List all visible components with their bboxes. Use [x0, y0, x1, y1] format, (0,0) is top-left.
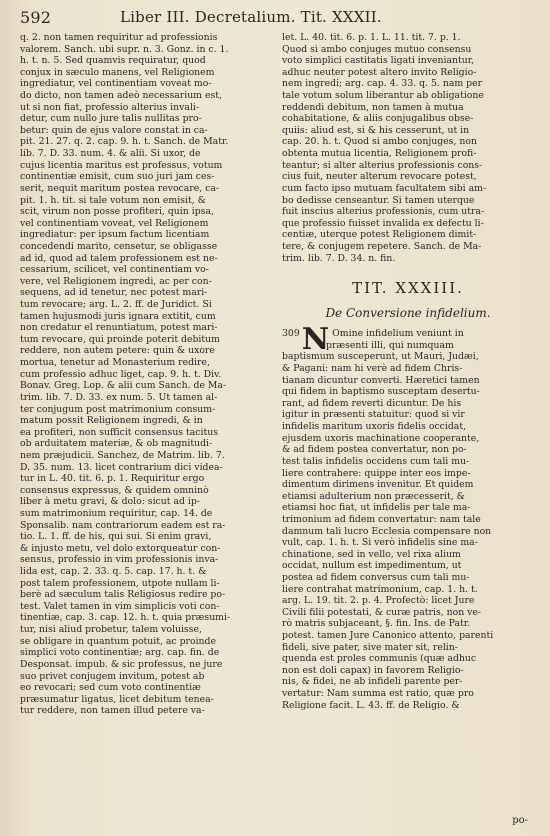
- left-column-line: h. t. n. 5. Sed quamvis requiratur, quod: [20, 55, 206, 67]
- running-head: [20, 8, 532, 30]
- left-column-line: vel continentiam voveat, vel Religionem: [20, 217, 209, 229]
- right-column-bottom-line: etiamsi adulterium non præcesserit, &: [282, 490, 465, 502]
- left-column-line: pit. 21. 27. q. 2. cap. 9. h. t. Sanch. de Matr.: [20, 136, 229, 148]
- right-column-bottom-line: qui fidem in baptismo susceptam desertu-: [282, 386, 480, 398]
- left-column-line: sequens, ad id tenetur, nec potest mari-: [20, 287, 208, 299]
- right-column-bottom-line: vult, cap. 1. h. t. Si verò infidelis sine ma-: [282, 537, 478, 549]
- left-column-line: ea profiteri, non sufficit consensus tacitus: [20, 426, 218, 438]
- left-column-line: serit, nequit maritum postea revocare, ca-: [20, 182, 220, 194]
- right-column-top-line: nem ingredi; arg. cap. 4. 33. q. 5. nam per: [282, 78, 483, 90]
- right-column-top-line: Quod si ambo conjuges mutuo consensu: [282, 43, 472, 55]
- right-column-bottom-line: præsenti illi, qui numquam: [326, 339, 454, 351]
- left-column-line: tur, nisi aliud probetur, talem voluisse,: [20, 624, 202, 636]
- left-column-line: ob arduitatem materiæ, & ob magnitudi-: [20, 438, 213, 450]
- right-column-top-line: teantur; si alter alterius professionis cons-: [282, 159, 483, 171]
- left-column-line: sum matrimonium requiritur, cap. 14. de: [20, 507, 213, 519]
- left-column-line: trim. lib. 7. D. 33. ex num. 5. Ut tamen al-: [20, 391, 218, 403]
- catchword: po-: [512, 815, 528, 826]
- left-column-line: tur reddere, non tamen illud petere va-: [20, 705, 205, 717]
- left-column-line: test. Valet tamen in vim simplicis voti con-: [20, 600, 220, 612]
- right-column-bottom-line: chinatione, sed in vello, vel rixa alium: [282, 548, 461, 560]
- left-column-line: & injusto metu, vel dolo extorqueatur con-: [20, 542, 221, 554]
- left-column-line: suo privet conjugem invitum, potest ab: [20, 670, 205, 682]
- right-column-bottom-line: etiamsi hoc fiat, ut infidelis per tale ma-: [282, 502, 471, 514]
- left-column-line: continentiæ emisit, cum suo juri jam ces-: [20, 171, 215, 183]
- right-column-top-line: cohabitatione, & aliis conjugalibus obse-: [282, 113, 474, 125]
- left-column-line: pit. 1. h. tit. si tale votum non emisit, &: [20, 194, 206, 206]
- left-column-line: matum possit Religionem ingredi, & in: [20, 415, 203, 427]
- right-column-top-line: que professio fuisset invalida ex defectu li-: [282, 217, 484, 229]
- left-column-line: scit, virum non posse profiteri, quin ipsa,: [20, 206, 214, 218]
- left-column-line: liber à metu gravi, & dolo: sicut ad ip-: [20, 496, 200, 508]
- left-column-line: concedendi marito, censetur, se obligasse: [20, 240, 218, 252]
- right-column-bottom-line: liere contrahere: quippe inter eos impe-: [282, 467, 471, 479]
- left-column-line: post talem professionem, utpote nullam li-: [20, 577, 220, 589]
- left-column-line: eo revocari; sed cum voto continentiæ: [20, 682, 201, 694]
- right-column-top-line: let. L. 40. tit. 6. p. 1. L. 11. tit. 7. p. 1.: [282, 32, 461, 43]
- left-column-line: cum professio adhuc liget, cap. 9. h. t. Div.: [20, 368, 222, 380]
- right-column-bottom-line: postea ad fidem conversus cum tali mu-: [282, 571, 470, 583]
- right-column-top-line: trim. lib. 7. D. 34. n. fin.: [282, 252, 396, 264]
- left-column-line: D. 35. num. 13. licet contrarium dici videa-: [20, 461, 223, 473]
- left-column-line: ingrediatur: per ipsum factum licentiam: [20, 229, 210, 241]
- right-column-top-line: obtenta mutua licentia, Religionem profi-: [282, 148, 477, 160]
- right-column-bottom-line: Religione facit. L. 43. ff. de Religio. &: [282, 699, 460, 711]
- right-column-top-line: fuit inscius alterius professionis, cum utra-: [282, 206, 485, 218]
- right-column-bottom-line: & Pagani: nam hi verè ad fidem Chris-: [282, 363, 463, 375]
- section-subheading: De Conversione infidelium.: [325, 306, 491, 321]
- left-column-line: Desponsat. impub. & sic professus, ne jure: [20, 658, 223, 670]
- left-column-line: tinentiæ, cap. 3. cap. 12. h. t. quia præsumi-: [20, 612, 231, 624]
- left-column-line: vere, vel Religionem ingredi, ac per con-: [20, 275, 212, 287]
- right-column-bottom-line: potest. tamen Jure Canonico attento, parenti: [282, 630, 494, 642]
- left-column-line: q. 2. non tamen requiritur ad professionis: [20, 32, 218, 43]
- left-column-line: se obligare in quantum potuit, ac proinde: [20, 635, 217, 647]
- right-column-top-line: cius fuit, neuter alterum revocare potest,: [282, 171, 477, 183]
- left-column-line: non credatur el renuntiatum, potest mari-: [20, 322, 218, 334]
- right-column-top-line: reddendi debitum, non tamen à mutua: [282, 101, 464, 113]
- right-column-bottom-line: vertatur: Nam summa est ratio, quæ pro: [282, 688, 474, 700]
- right-column-bottom-text: [282, 322, 534, 711]
- left-column-line: berè ad sæculum talis Religiosus redire po-: [20, 589, 226, 601]
- left-column-line: ingrediatur, vel continentiam voveat mo-: [20, 78, 212, 90]
- right-column-bottom-line: tianam dicuntur converti. Hæretici tamen: [282, 374, 480, 386]
- right-column-bottom-line: fideli, sive pater, sive mater sit, relin-: [282, 641, 458, 653]
- left-column-line: consensus expressus, & quidem omninò: [20, 484, 209, 496]
- right-column-bottom-line: ejusdem uxoris machinatione cooperante,: [282, 432, 480, 444]
- left-column-line: cujus licentia maritus est professus, votum: [20, 159, 223, 171]
- left-column-line: Sponsalib. nam contrariorum eadem est ra-: [20, 519, 226, 531]
- right-column-top-line: tere, & conjugem repetere. Sanch. de Ma-: [282, 240, 482, 252]
- right-column-top-line: cap. 20. h. t. Quod si ambo conjuges, non: [282, 136, 477, 148]
- drop-capital: N: [301, 322, 330, 358]
- left-column-line: sensus, professio in vim professionis inva-: [20, 554, 219, 566]
- right-column-bottom-line: rò matris subjaceant, §. fin. Ins. de Patr.: [282, 618, 471, 630]
- left-column-line: lida est, cap. 2. 33. q. 5. cap. 17. h. t. &: [20, 566, 207, 578]
- left-column-line: conjux in sæculo manens, vel Religionem: [20, 66, 215, 78]
- paragraph-number: 309: [282, 328, 300, 340]
- right-column-bottom-line: dimentum dirimens invenitur. Et quidem: [282, 479, 474, 491]
- right-column-bottom-line: trimonium ad fidem convertatur: nam tale: [282, 513, 481, 525]
- right-column-top-line: tale votum solum liberantur ab obligatione: [282, 90, 484, 102]
- section-heading: TIT. XXXIII.: [352, 279, 464, 298]
- left-column-line: valorem. Sanch. ubi supr. n. 3. Gonz. in c. 1.: [20, 43, 229, 55]
- left-column-line: tio. L. 1. ff. de his, qui sui. Si enim gravi,: [20, 531, 212, 543]
- running-title: Liber III. Decretalium. Tit. XXXII.: [120, 8, 382, 26]
- right-column-top-line: quiis: aliud est, si & his cesserunt, ut in: [282, 124, 470, 136]
- left-column-line: simplici voto continentiæ; arg. cap. fin. de: [20, 647, 220, 659]
- right-column-bottom-line: & ad fidem postea convertatur, non po-: [282, 444, 467, 456]
- left-column-line: betur: quin de ejus valore constat in ca-: [20, 124, 208, 136]
- right-column-top-line: voto simplici castitatis ligati inveniantur,: [282, 55, 475, 67]
- left-column-line: do dicto, non tamen adeò necessarium est,: [20, 90, 222, 102]
- right-column-bottom-line: rant, ad fidem reverti dicuntur. De his: [282, 397, 462, 409]
- left-column-line: nem præjudicii. Sanchez, de Matrim. lib. 7.: [20, 449, 225, 461]
- left-column-line: lib. 7. D. 33. num. 4. & alii. Si uxor, de: [20, 148, 201, 160]
- first-line-text: Omine infidelium veniunt in: [332, 328, 464, 340]
- left-column: [20, 32, 272, 717]
- right-column-bottom-line: non est doli capax) in favorem Religio-: [282, 664, 464, 676]
- right-column-bottom-line: igitur in præsenti statuitur: quod si vir: [282, 409, 465, 421]
- left-column-line: præsumatur ligatus, licet debitum tenea-: [20, 693, 214, 705]
- right-column: [282, 32, 534, 711]
- right-column-bottom-line: liere contrahat matrimonium, cap. 1. h. t.: [282, 583, 478, 595]
- left-column-line: ut si non fiat, professio alterius invali-: [20, 101, 200, 113]
- right-column-bottom-line: baptismum susceperunt, ut Mauri, Judæi,: [282, 351, 479, 363]
- right-column-bottom-line: nis, & fidei, ne ab infideli parente per-: [282, 676, 463, 688]
- right-column-bottom-line: infidelis maritum uxoris fidelis occidat,: [282, 421, 467, 433]
- page-number: 592: [20, 8, 52, 27]
- right-column-bottom-line: arg. L. 19. tit. 2. p. 4. Profectò: licet Jure: [282, 595, 475, 607]
- left-column-line: detur, cum nullo jure talis nullitas pro-: [20, 113, 202, 125]
- right-column-top-line: cum facto ipso mutuam facultatem sibi am-: [282, 182, 487, 194]
- left-column-line: tum revocare; arg. L. 2. ff. de Juridict. Si: [20, 299, 212, 311]
- left-column-line: mortua, tenetur ad Monasterium redire,: [20, 357, 210, 369]
- right-column-bottom-line: test talis infidelis occidens cum tali mu-: [282, 455, 470, 467]
- right-column-bottom-line: quenda est proles communis (quæ adhuc: [282, 653, 477, 665]
- right-column-bottom-line: Civili filii potestati, & curæ patris, non ve-: [282, 606, 482, 618]
- right-column-top-line: centiæ, uterque potest Religionem dimit-: [282, 229, 477, 241]
- left-column-line: tum revocare, qui proinde poterit debitum: [20, 333, 220, 345]
- right-column-top-line: bo dedisse censeantur. Si tamen uterque: [282, 194, 475, 206]
- left-column-line: ter conjugum post matrimonium consum-: [20, 403, 216, 415]
- right-column-bottom-line: occidat, nullum est impedimentum, ut: [282, 560, 462, 572]
- left-column-line: reddere, non autem petere: quin & uxore: [20, 345, 215, 357]
- left-column-line: Bonav. Greg. Lop. & alii cum Sanch. de Ma-: [20, 380, 227, 392]
- left-column-line: ad id, quod ad talem professionem est ne-: [20, 252, 218, 264]
- left-column-line: tamen hujusmodi juris ignara extitit, cum: [20, 310, 216, 322]
- right-column-top-line: adhuc neuter potest altero invito Religio-: [282, 66, 477, 78]
- right-column-bottom-line: damnum tali lucro Ecclesia compensare non: [282, 525, 492, 537]
- left-column-line: tur in L. 40. tit. 6. p. 1. Requiritur ergo: [20, 473, 205, 485]
- right-column-top-text: [282, 32, 534, 264]
- left-column-line: cessarium, scilicet, vel continentiam vo-: [20, 264, 209, 276]
